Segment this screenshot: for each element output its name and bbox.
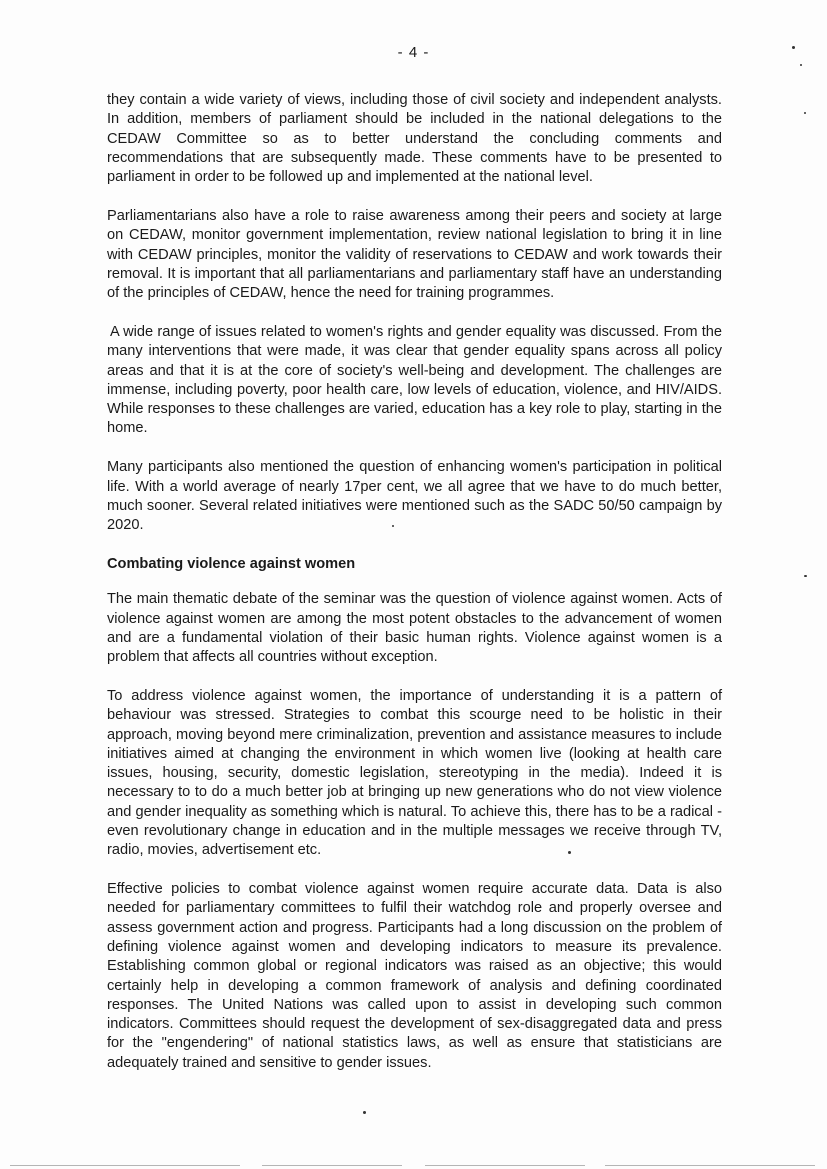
document-body (107, 91, 722, 1093)
paragraph-cedaw-delegations: they contain a wide variety of views, including those of civil society and independent analysts. In addition, members of parliament should be included in the national delegations to the CEDAW Committee so as to better understand the concluding comments and recommendations that are subsequently made. These comments have to be presented to parliament in order to be followed up and implemented at the national level. (107, 92, 722, 186)
paragraph-parliamentarians-role: Parliamentarians also have a role to raise awareness among their peers and society at large on CEDAW, monitor government implementation, review national legislation to bring it in line with CEDAW principles, monitor the validity of reservations to CEDAW and work towards their removal. It is important that all parliamentarians and parliamentary staff have an understanding of the principles of CEDAW, hence the need for training programmes. (107, 207, 722, 302)
page-number: - 4 - (397, 44, 430, 61)
paragraph-political-participation: Many participants also mentioned the question of enhancing women's participation in political life. With a world average of nearly 17per cent, we all agree that we have to do much better, much sooner. Several related initiatives were mentioned such as the SADC 50/50 campaign by 2020. (107, 459, 722, 534)
paragraph-thematic-debate: The main thematic debate of the seminar was the question of violence against women. Acts of violence against women are among the most potent obstacles to the advancement of women and are a fundamental violation of their basic human rights. Violence against women is a problem that affects all countries without exception. (107, 591, 722, 666)
scan-speck (800, 64, 802, 66)
scan-edge-line (425, 1165, 585, 1166)
paragraph-gender-equality-issues: A wide range of issues related to women's rights and gender equality was discussed. From the many interventions that were made, it was clear that gender equality spans across all policy areas and that it is at the core of society's well-being and development. The challenges are immense, including poverty, poor health care, low levels of education, violence, and HIV/AIDS. While responses to these challenges are varied, education has a key role to play, starting in the home. (107, 323, 722, 437)
paragraph-address-violence: To address violence against women, the importance of understanding it is a pattern of behaviour was stressed. Strategies to combat this scourge need to be holistic in their approach, moving beyond mere criminalization, prevention and assistance measures to include initiatives aimed at changing the environment in which women live (looking at health care issues, housing, security, domestic legislation, stereotyping in the media). Indeed it is necessary to to do a much better job at bringing up new generations who do not view violence and gender inequality as something which is natural. To achieve this, there has to be a radical - even revolutionary change in education and in the multiple messages we receive through TV, radio, movies, advertisement etc. (107, 687, 722, 859)
scan-speck (792, 46, 795, 49)
scan-speck (568, 851, 571, 854)
scan-speck (804, 575, 807, 577)
section-heading: Combating violence against women (107, 555, 356, 572)
scan-speck (363, 1111, 366, 1114)
scan-speck (804, 112, 806, 114)
scan-edge-line (605, 1165, 815, 1166)
scan-speck (392, 525, 394, 527)
paragraph-accurate-data: Effective policies to combat violence against women require accurate data. Data is also needed for parliamentary committees to fulfil their watchdog role and properly oversee and assess government action and progress. Participants had a long discussion on the problem of defining violence against women and developing indicators to measure its prevalence. Establishing common global or regional indicators was raised as an objective; this would certainly help in developing a common framework of analysis and defining coordinated responses. The United Nations was called upon to assist in developing such common indicators. Committees should request the development of sex-disaggregated data and press for the "engendering" of national statistics laws, as well as ensure that statisticians are adequately trained and sensitive to gender issues. (107, 881, 722, 1071)
scan-edge-line (262, 1165, 402, 1166)
scan-edge-line (10, 1165, 240, 1166)
